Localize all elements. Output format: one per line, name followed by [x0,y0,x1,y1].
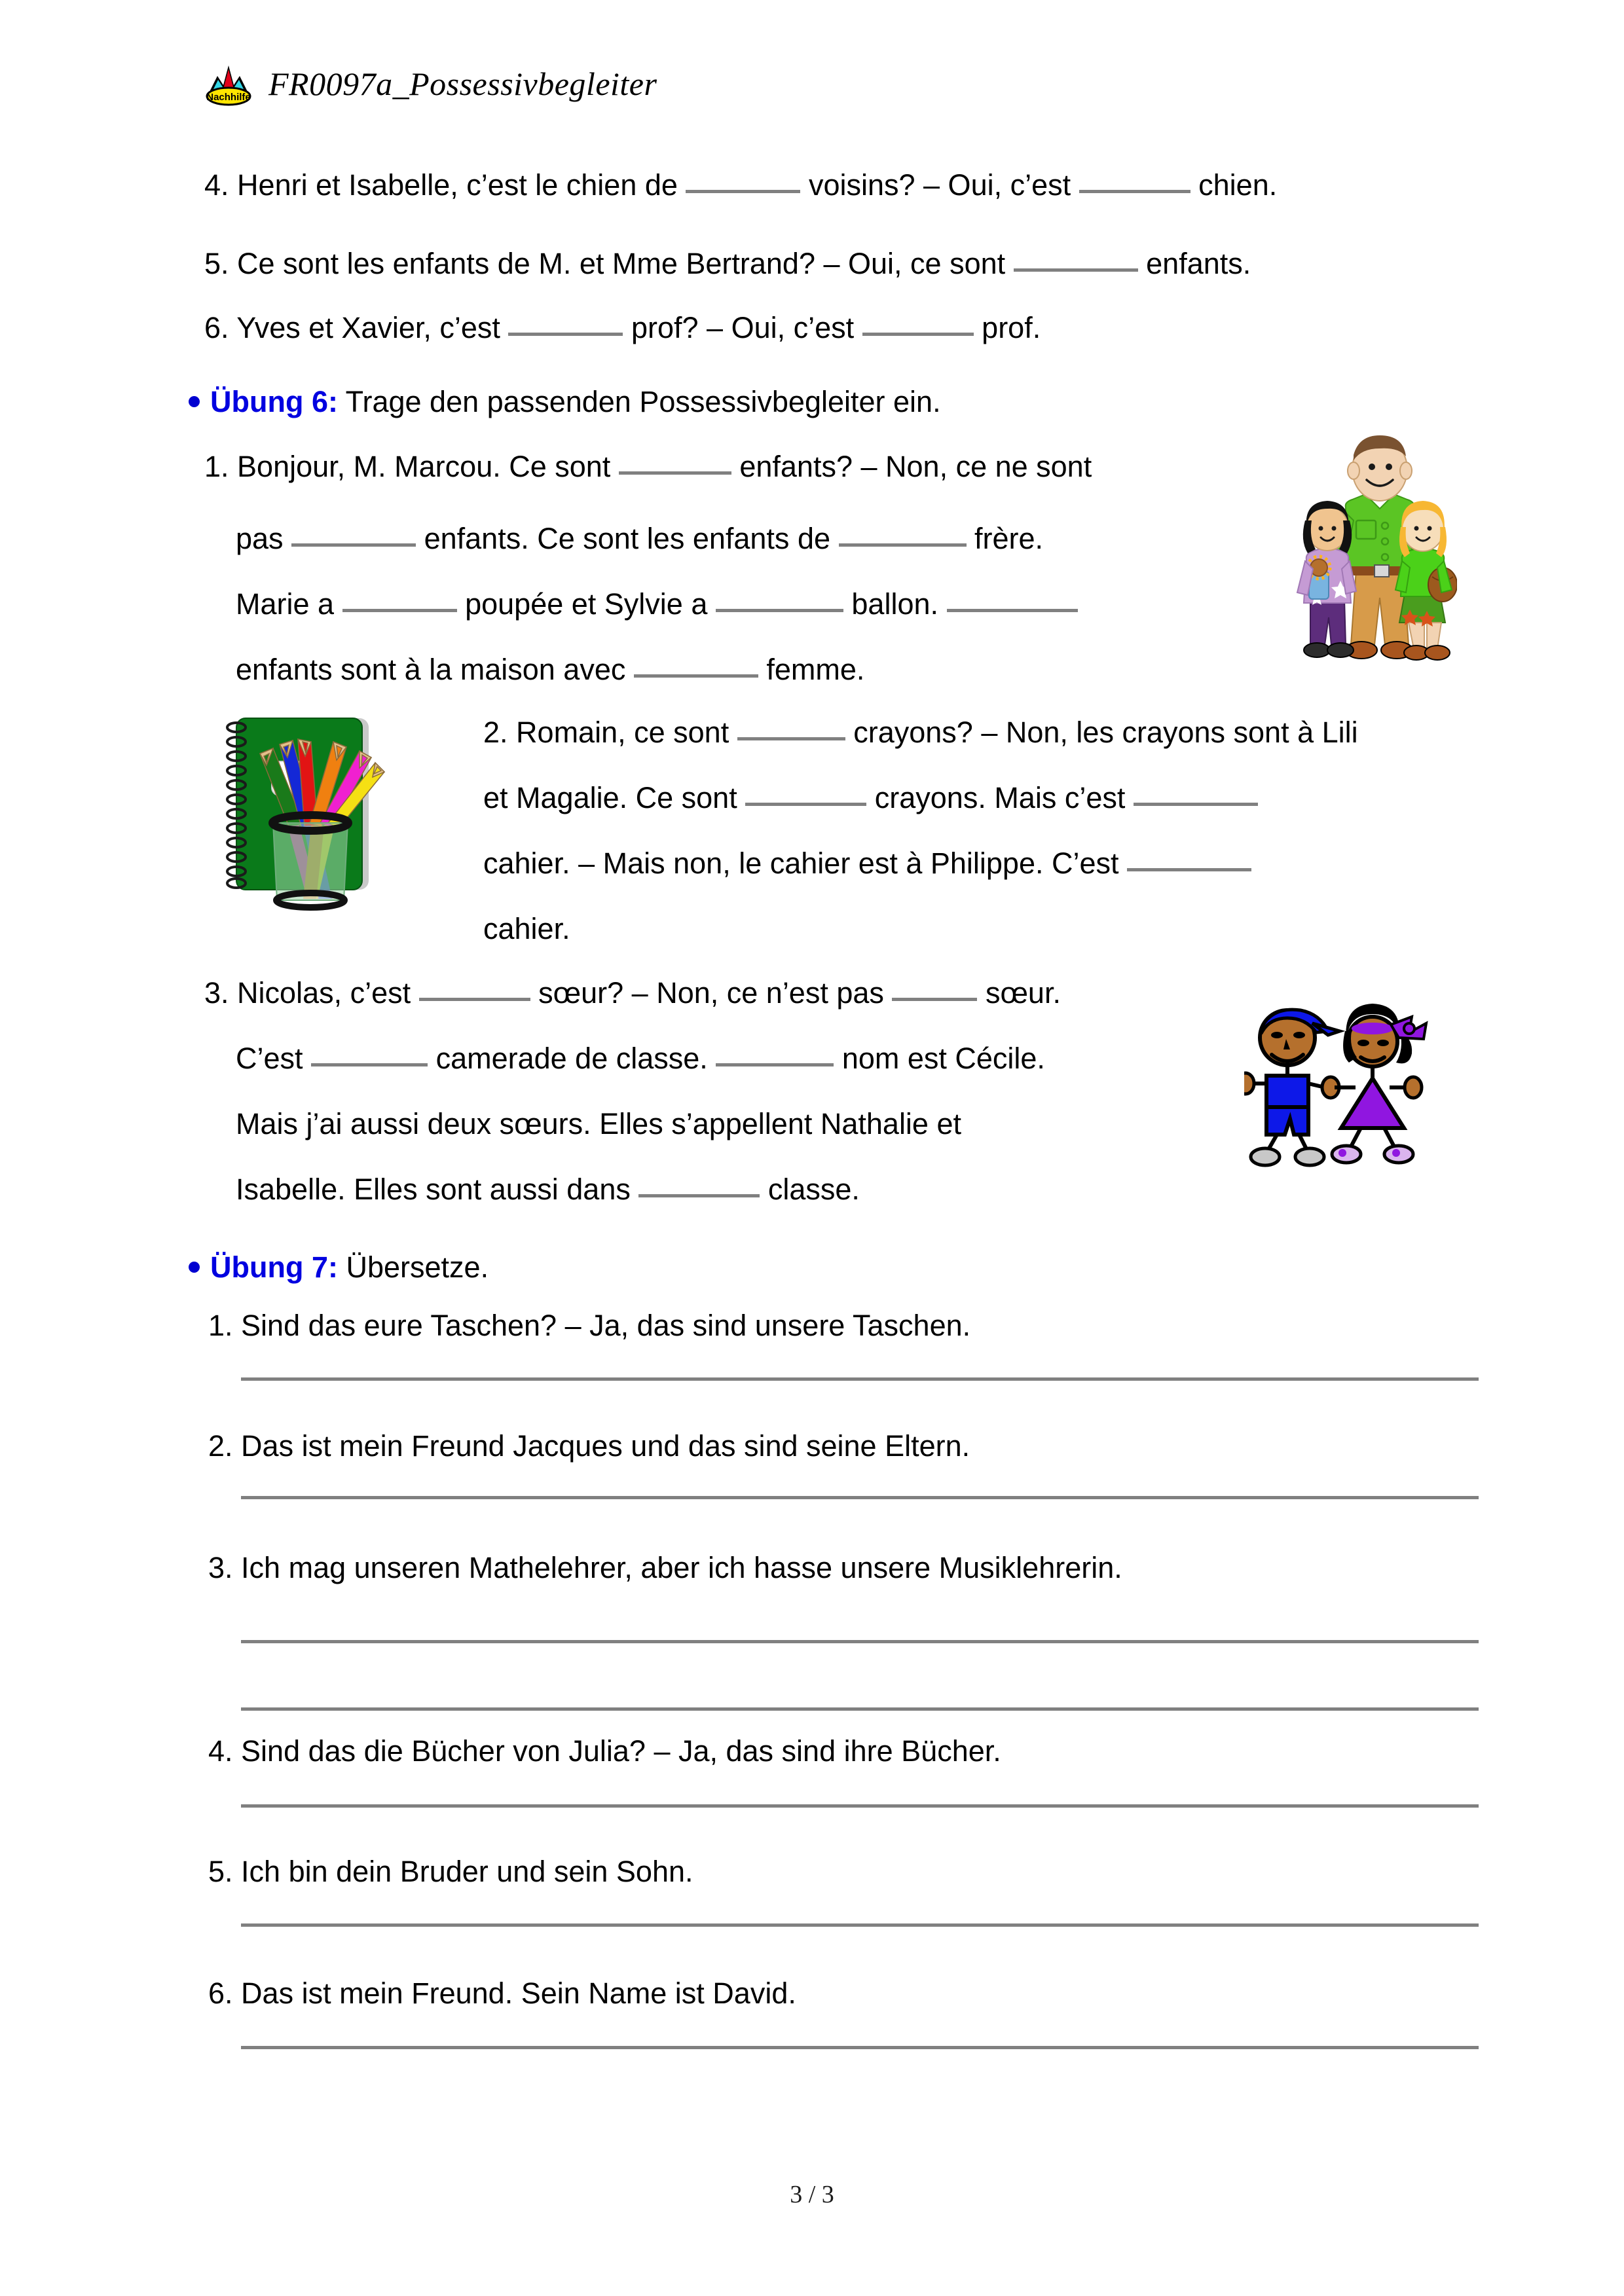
fill-blank[interactable] [892,998,977,1001]
item-text-a: Isabelle. Elles sont aussi dans [236,1173,631,1206]
item-number: 1. [208,1309,233,1342]
fill-blank[interactable] [419,998,530,1001]
logo-text: Nachhilfe [206,92,251,103]
family-illustration [1293,429,1457,681]
exercise-6-heading [189,385,941,419]
bullet-icon [189,396,200,407]
item-text-b: classe. [767,1173,860,1206]
item-text-a: cahier. [483,912,570,945]
item-text: Sind das die Bücher von Julia? – Ja, das sind ihre Bücher. [241,1734,1001,1768]
fill-blank[interactable] [839,543,967,547]
item-text: Das ist mein Freund. Sein Name ist David. [241,1977,796,2010]
item-text-a: Ce sont les enfants de M. et Mme Bertrand? – Oui, ce sont [237,247,1006,280]
fill-blank[interactable] [745,803,866,806]
item-text-a: pas [236,522,284,555]
item-text-a: enfants sont à la maison avec [236,653,626,686]
item-number: 2. [483,716,508,749]
item-text: Das ist mein Freund Jacques und das sind seine Eltern. [241,1429,970,1463]
ex5-item-5 [204,249,1251,278]
two-children-illustration [1244,985,1441,1178]
answer-line[interactable] [241,1923,1479,1927]
item-number: 2. [208,1429,233,1463]
fill-blank[interactable] [737,737,845,740]
ex6-item-3-line-2 [236,1044,1045,1073]
exercise-6-instruction: Trage den passenden Possessivbegleiter ein. [345,385,941,418]
ex7-item-1 [208,1311,970,1340]
ex7-item-2 [208,1431,970,1461]
answer-line[interactable] [241,2046,1479,2049]
exercise-7-heading [189,1250,489,1285]
fill-blank[interactable] [634,674,758,678]
exercise-6-label: Übung 6: [210,385,338,418]
item-number: 5. [208,1855,233,1888]
ex6-item-1-line-2 [236,524,1043,553]
bullet-icon [189,1262,200,1273]
item-number: 6. [204,311,229,344]
item-text-a: Mais j’ai aussi deux sœurs. Elles s’appellent Nathalie et [236,1107,961,1140]
answer-line[interactable] [241,1804,1479,1808]
item-number: 6. [208,1977,233,2010]
item-text-c: chien. [1198,168,1278,202]
item-text-b: camerade de classe. [435,1042,708,1075]
fill-blank[interactable] [686,190,800,193]
item-number: 3. [204,976,229,1010]
item-text-c: frère. [974,522,1044,555]
item-text-a: Bonjour, M. Marcou. Ce sont [237,450,611,483]
ex5-item-4 [204,170,1277,200]
document-title: FR0097a_Possessivbegleiter [268,65,657,102]
fill-blank[interactable] [947,609,1078,612]
item-text-a: Yves et Xavier, c’est [236,311,500,344]
ex6-item-2-line-3 [483,848,1251,878]
ex6-item-3-line-1 [204,978,1061,1008]
item-text: Sind das eure Taschen? – Ja, das sind unsere Taschen. [241,1309,971,1342]
item-text-b: enfants. Ce sont les enfants de [424,522,830,555]
exercise-7-instruction: Übersetze. [346,1250,489,1284]
item-text-c: prof. [982,311,1041,344]
fill-blank[interactable] [716,1063,834,1066]
answer-line[interactable] [241,1496,1479,1499]
item-text-b: voisins? – Oui, c’est [808,168,1071,202]
pencil-cup-illustration [219,710,396,917]
page-header [203,60,657,107]
item-text-b: femme. [766,653,865,686]
ex6-item-1-line-4 [236,655,864,684]
nachhilfe-logo-icon [203,60,254,107]
item-text-c: nom est Cécile. [841,1042,1045,1075]
ex6-item-1-line-3 [236,589,1078,619]
item-text-b: prof? – Oui, c’est [631,311,855,344]
fill-blank[interactable] [342,609,457,612]
ex5-item-6 [204,313,1041,342]
item-text-a: Nicolas, c’est [237,976,411,1010]
ex7-item-4 [208,1736,1001,1766]
item-number: 3. [208,1551,233,1584]
item-number: 5. [204,247,229,280]
ex6-item-3-line-3 [236,1109,961,1139]
page-number: 3 / 3 [790,2181,834,2208]
item-text-b: enfants. [1146,247,1251,280]
item-number: 4. [204,168,229,202]
ex6-item-2-line-4 [483,914,570,943]
fill-blank[interactable] [311,1063,428,1066]
answer-line[interactable] [241,1640,1479,1643]
item-text-b: crayons? – Non, les crayons sont à Lili [853,716,1358,749]
fill-blank[interactable] [291,543,416,547]
item-number: 1. [204,450,229,483]
item-text: Ich mag unseren Mathelehrer, aber ich hasse unsere Musiklehrerin. [241,1551,1122,1584]
ex6-item-1-line-1 [204,452,1092,481]
ex6-item-3-line-4 [236,1175,860,1204]
answer-line[interactable] [241,1707,1479,1711]
fill-blank[interactable] [1134,803,1258,806]
item-text-c: sœur. [985,976,1061,1010]
item-text-a: Henri et Isabelle, c’est le chien de [237,168,678,202]
item-text-a: C’est [236,1042,303,1075]
item-text-b: sœur? – Non, ce n’est pas [538,976,884,1010]
ex6-item-2-line-2 [483,783,1258,812]
item-text-b: crayons. Mais c’est [874,781,1126,814]
ex6-item-2-line-1 [483,718,1358,747]
answer-line[interactable] [241,1377,1479,1381]
exercise-7-label: Übung 7: [210,1250,338,1284]
ex7-item-6 [208,1978,796,2008]
item-text-a: Romain, ce sont [516,716,729,749]
fill-blank[interactable] [1014,268,1138,272]
ex7-item-5 [208,1857,693,1886]
item-text: Ich bin dein Bruder und sein Sohn. [241,1855,693,1888]
item-text-b: poupée et Sylvie a [465,587,708,621]
fill-blank[interactable] [508,333,623,336]
fill-blank[interactable] [1079,190,1190,193]
fill-blank[interactable] [862,333,974,336]
item-number: 4. [208,1734,233,1768]
item-text-a: et Magalie. Ce sont [483,781,737,814]
item-text-a: Marie a [236,587,335,621]
page-footer [0,2180,1624,2209]
item-text-a: cahier. – Mais non, le cahier est à Philippe. C’est [483,847,1119,880]
fill-blank[interactable] [1127,868,1251,871]
fill-blank[interactable] [716,609,843,612]
item-text-b: enfants? – Non, ce ne sont [739,450,1092,483]
fill-blank[interactable] [619,471,731,475]
fill-blank[interactable] [638,1194,760,1197]
ex7-item-3 [208,1553,1122,1582]
item-text-c: ballon. [851,587,938,621]
